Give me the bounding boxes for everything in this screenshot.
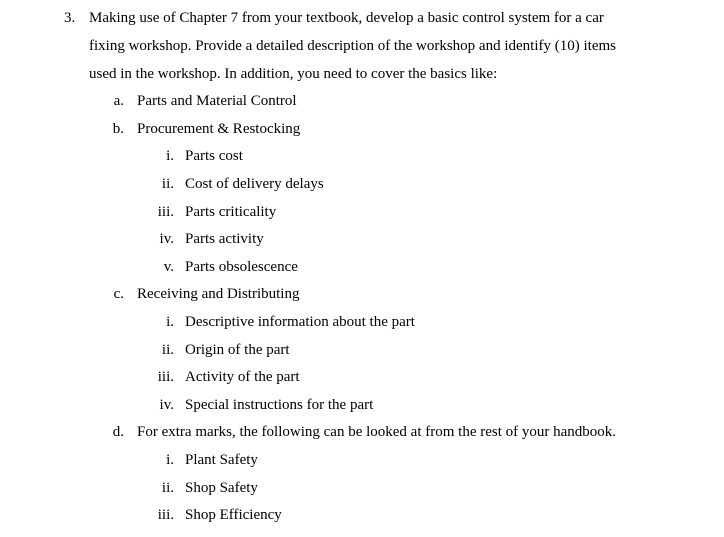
sub-item: Cost of delivery delays <box>185 176 324 192</box>
sub-item: Shop Efficiency <box>185 507 282 523</box>
sub-marker: iii. <box>157 369 174 385</box>
sub-marker: ii. <box>161 176 174 192</box>
question-text-line-1: Making use of Chapter 7 from your textbook, develop a basic control system for a car <box>89 10 604 26</box>
sub-marker: ii. <box>161 342 174 358</box>
question-text-line-3: used in the workshop. In addition, you need to cover the basics like: <box>89 66 498 82</box>
sub-item: Parts obsolescence <box>185 259 298 275</box>
sub-marker: v. <box>163 259 174 275</box>
sub-marker: i. <box>166 314 174 330</box>
sub-item: Descriptive information about the part <box>185 314 415 330</box>
list-item-d: For extra marks, the following can be looked at from the rest of your handbook. <box>137 424 617 440</box>
sub-marker: i. <box>166 452 174 468</box>
sub-marker: i. <box>166 148 174 164</box>
sub-marker: iii. <box>157 204 174 220</box>
sub-item: Parts activity <box>185 231 264 247</box>
question-text-line-2: fixing workshop. Provide a detailed description of the workshop and identify (10) items <box>89 38 616 54</box>
list-item-a: Parts and Material Control <box>137 93 297 109</box>
sub-marker: iv. <box>159 231 174 247</box>
sub-item: Parts criticality <box>185 204 277 220</box>
list-marker-a: a. <box>113 93 124 109</box>
sub-item: Activity of the part <box>185 369 300 385</box>
sub-marker: iv. <box>159 397 174 413</box>
question-number: 3. <box>64 10 76 26</box>
sub-marker: iii. <box>157 507 174 523</box>
sub-item: Origin of the part <box>185 342 290 358</box>
sub-marker: ii. <box>161 480 174 496</box>
sub-item: Shop Safety <box>185 480 258 496</box>
list-item-b: Procurement & Restocking <box>137 121 301 137</box>
list-marker-b: b. <box>112 121 124 137</box>
sub-item: Parts cost <box>185 148 243 164</box>
list-item-c: Receiving and Distributing <box>137 286 300 302</box>
sub-item: Special instructions for the part <box>185 397 374 413</box>
sub-item: Plant Safety <box>185 452 258 468</box>
list-marker-c: c. <box>113 286 124 302</box>
list-marker-d: d. <box>112 424 124 440</box>
